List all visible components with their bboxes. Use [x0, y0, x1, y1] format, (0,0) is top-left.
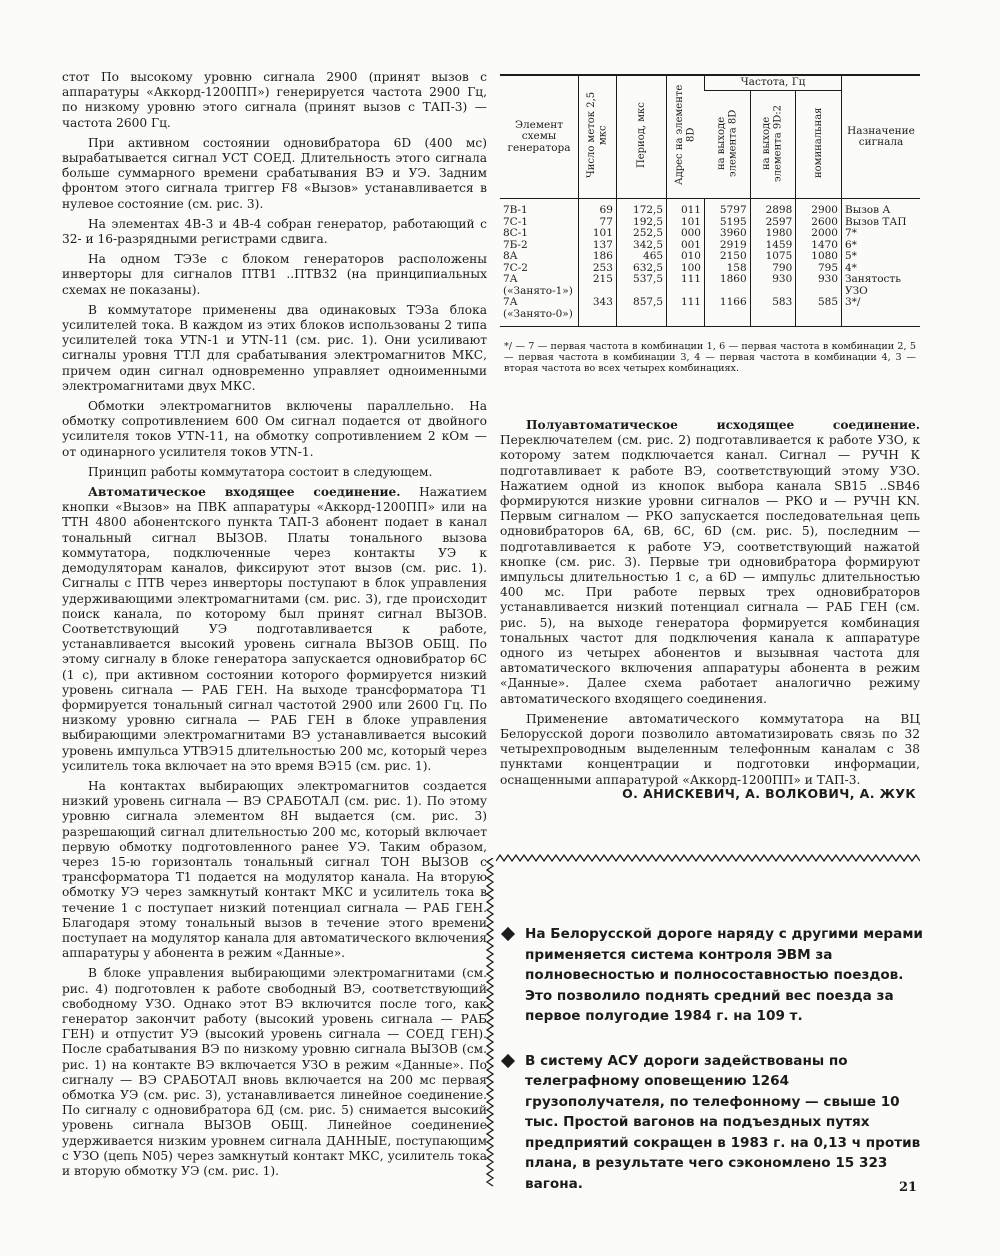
header-nominal: номинальная — [796, 90, 842, 199]
table-row — [500, 199, 920, 217]
table-row — [500, 240, 920, 252]
cell: 583 — [750, 297, 796, 327]
news-item — [503, 1051, 923, 1195]
header-out-8d: на выходе элемента 8D — [704, 90, 750, 199]
table-row — [500, 274, 920, 297]
cell: 7Б-2 — [503, 238, 528, 251]
cell: 2600 — [796, 217, 842, 229]
table-row — [500, 297, 920, 327]
cell: Вызов ТАП — [842, 217, 921, 229]
cell: 011 — [667, 199, 705, 217]
cell: 4* — [842, 263, 921, 275]
frequency-table — [500, 74, 920, 327]
header-address: Адрес на элементе 8D — [667, 75, 705, 199]
cell: 1459 — [750, 240, 796, 252]
paragraph: На одном ТЭЗе с блоком генераторов расположены инверторы для сигналов ПТВ1 ..ПТВ32 (на принципиальных схемах не показаны). — [62, 252, 487, 297]
run-in-heading: Полуавтоматическое исходящее соединение. — [526, 418, 920, 432]
header-out-9d: на выходе элемента 9D:2 — [750, 90, 796, 199]
cell: 632,5 — [616, 263, 666, 275]
diamond-bullet-icon — [501, 1053, 515, 1067]
cell: 100 — [667, 263, 705, 275]
table-row — [500, 228, 920, 240]
cell: 010 — [667, 251, 705, 263]
cell: 1080 — [796, 251, 842, 263]
wavy-border-top — [496, 853, 920, 863]
cell: 585 — [796, 297, 842, 327]
table-row — [500, 217, 920, 229]
cell: 001 — [667, 240, 705, 252]
cell: 2919 — [704, 240, 750, 252]
article-authors: О. АНИСКЕВИЧ, А. ВОЛКОВИЧ, А. ЖУК — [622, 786, 916, 801]
cell: 77 — [579, 217, 617, 229]
cell: 342,5 — [616, 240, 666, 252]
cell: 8С-1 — [503, 227, 528, 239]
cell: 790 — [750, 263, 796, 275]
cell: 7* — [842, 228, 921, 240]
cell: 8А — [503, 250, 518, 262]
cell: 930 — [796, 274, 842, 297]
cell: 111 — [667, 297, 705, 327]
paragraph: Применение автоматического коммутатора на ВЦ Белорусской дороги позволило автоматизировать связь по 32 четырехпроводным выделенным телефонным каналам с 38 пунктами концентрации и подготовки информации, оснащенными аппаратурой «Аккорд-1200ПП» и ТАП-3. — [500, 711, 920, 787]
cell: 2597 — [750, 217, 796, 229]
news-item-text: В систему АСУ дороги задействованы по телеграфному оповещению 1264 грузополучателя, по телефонному — свыше 10 тыс. Простой вагонов на подъездных путях предприятий сокращен в 1983 г. на 0,13 ч против плана, в результате чего сэкономлено 15 323 вагона. — [525, 1052, 921, 1192]
page-number: 21 — [899, 1180, 918, 1195]
header-count: Число меток 2,5 мкс — [579, 75, 617, 199]
cell: 7А («Занято-0») — [500, 297, 579, 327]
header-frequency-group: Частота, Гц — [704, 75, 841, 90]
cell: 2900 — [796, 199, 842, 217]
header-period: Период, мкс — [616, 75, 666, 199]
cell: 6* — [842, 240, 921, 252]
paragraph-text: Переключателем (см. рис. 2) подготавливается к работе УЗО, к которому затем подключается канал. Сигнал — РУЧН К подготавливает к работе ВЭ, соответствующий этому УЗО. Нажатием одной из кнопок выбора канала SB15 ..SB46 формируются низкие уровни сигналов — РКО и — РУЧН KN. Первым сигналом — РКО запускается последовательная цепь одновибраторов 6А, 6В, 6С, 6D (см. рис. 5), последним — подготавливается к работе УЭ, соответствующий нажатой кнопке (см. рис. 3). Первые три одновибратора формируют импульсы длительностью 1 с, а 6D — импульс длительностью 400 мс. При работе первых трех одновибраторов устанавливается низкий потенциал сигнала — РАБ ГЕН (см. рис. 5), на выходе генератора формируется комбинация тональных частот для подключения канала к аппаратуре одного из четырех абонентов и вызывная частота для автоматического включения аппаратуры абонента в режим «Данные». Далее схема работает аналогично режиму автоматического входящего соединения. — [500, 433, 920, 706]
table-row — [500, 251, 920, 263]
paragraph: На контактах выбирающих электромагнитов создается низкий уровень сигнала — ВЭ СРАБОТАЛ (см. рис. 1). По этому уровню сигнала элементом 8Н выдается (см. рис. 3) разрешающий сигнал длительностью 200 мс, который включает первую обмотку подготовленного ранее УЭ. Таким образом, через 15-ю горизонталь тональный сигнал ТОН ВЫЗОВ с трансформатора Т1 подается на модулятор канала. На вторую обмотку УЭ через замкнутый контакт МКС и усилитель тока в течение 1 с поступает низкий потенциал сигнала — РАБ ГЕН. Благодаря этому тональный вызов в течение этого времени поступает на модулятор канала для автоматического включения аппаратуры у абонента в режим «Данные». — [62, 778, 487, 961]
frequency-table-block — [500, 74, 920, 374]
paragraph: В коммутаторе применены два одинаковых ТЭЗа блока усилителей тока. В каждом из этих блоков использованы 2 типа усилителей тока УТN-1 и УТN-11 (см. рис. 1). Они усиливают сигналы уровня ТТЛ для срабатывания электромагнитов МКС, причем один сигнал одновременно управляет одноименными электромагнитами двух МКС. — [62, 302, 487, 393]
cell: 1470 — [796, 240, 842, 252]
paragraph: стот По высокому уровню сигнала 2900 (принят вызов с аппаратуры «Аккорд-1200ПП») генерируется частота 2900 Гц, по низкому уровню этого сигнала (принят вызов с ТАП-3) — частота 2600 Гц. — [62, 70, 487, 130]
cell: 465 — [616, 251, 666, 263]
paragraph-text: Нажатием кнопки «Вызов» на ПВК аппаратуры «Аккорд-1200ПП» или на ТТН 4800 абонентского пункта ТАП-3 абонент подает в канал тональный сигнал ВЫЗОВ. Платы тонального вызова коммутатора, подключенные через контакты УЭ к демодуляторам каналов, фиксируют этот вызов (см. рис. 1). Сигналы с ПТВ через инверторы поступают в блок управления удерживающими электромагнитами (см. рис. 3), где происходит поиск канала, по которому был принят сигнал ВЫЗОВ. Соответствующий УЭ подготавливается к работе, устанавливается высокий уровень сигнала ВЫЗОВ ОБЩ. По этому сигналу в блоке генератора запускается одновибратор 6С (1 с), при активном состоянии которого формируется низкий уровень сигнала — РАБ ГЕН. На выходе трансформатора Т1 формируется тональный сигнал частотой 2900 или 2600 Гц. По низкому уровню сигнала — РАБ ГЕН в блоке управления выбирающими электромагнитами ВЭ устанавливается высокий уровень импульса УТВЭ15 длительностью 200 мс, который через усилитель тока включает на это время ВЭ15 (см. рис. 1). — [62, 485, 487, 773]
cell: 2000 — [796, 228, 842, 240]
paragraph: На элементах 4B-3 и 4B-4 собран генератор, работающий с 32- и 16-разрядными регистрами сдвига. — [62, 216, 487, 247]
cell: 1166 — [704, 297, 750, 327]
wavy-border-left — [485, 858, 495, 1188]
cell: 215 — [579, 274, 617, 297]
cell: 101 — [667, 217, 705, 229]
cell: 1980 — [750, 228, 796, 240]
run-in-heading: Автоматическое входящее соединение. — [88, 485, 401, 500]
cell: 857,5 — [616, 297, 666, 327]
cell: 1075 — [750, 251, 796, 263]
cell: 7С-2 — [503, 261, 528, 274]
news-item — [503, 924, 923, 1027]
cell: 7В-1 — [503, 204, 528, 216]
cell: 000 — [667, 228, 705, 240]
cell: 253 — [579, 263, 617, 275]
cell: Занятость УЗО — [842, 274, 921, 297]
cell: 7С-1 — [503, 215, 528, 228]
cell: 930 — [750, 274, 796, 297]
cell: 137 — [579, 240, 617, 252]
cell: Вызов А — [842, 199, 921, 217]
paragraph: Принцип работы коммутатора состоит в следующем. — [88, 464, 433, 479]
cell: 186 — [579, 251, 617, 263]
cell: 3*/ — [842, 297, 921, 327]
cell: 252,5 — [616, 228, 666, 240]
cell: 7А («Занято-1») — [503, 273, 573, 297]
news-item-text: На Белорусской дороге наряду с другими мерами применяется система контроля ЭВМ за полновесностью и полносоставностью поездов. Это позволило поднять средний вес поезда за первое полугодие 1984 г. на 109 т. — [525, 926, 923, 1024]
cell: 3960 — [704, 228, 750, 240]
paragraph: При активном состоянии одновибратора 6D (400 мс) вырабатывается сигнал УСТ СОЕД. Длительность этого сигнала больше суммарного времени срабатывания ВЭ и УЭ. Задним фронтом этого сигнала триггер F8 «Вызов» устанавливается в нулевое состояние (см. рис. 3). — [62, 135, 487, 211]
news-box — [503, 924, 923, 1218]
cell: 111 — [667, 274, 705, 297]
cell: 172,5 — [616, 199, 666, 217]
cell: 2150 — [704, 251, 750, 263]
cell: 5797 — [704, 199, 750, 217]
diamond-bullet-icon — [501, 927, 515, 941]
paragraph: В блоке управления выбирающими электромагнитами (см. рис. 4) подготовлен к работе свободный ВЭ, соответствующий свободному УЗО. Однако этот ВЭ включится после того, как генератор закончит работу (высокий уровень сигнала — РАБ ГЕН) и отпустит УЭ (высокий уровень сигнала — СОЕД ГЕН). После срабатывания ВЭ по низкому уровню сигнала ВЫЗОВ (см. рис. 1) на контакте ВЭ включается УЗО в режим «Данные». По сигналу — ВЭ СРАБОТАЛ вновь включается на 200 мс первая обмотка УЭ (см. рис. 3), устанавливается линейное соединение. По сигналу с одновибратора 6Д (см. рис. 5) снимается высокий уровень сигнала ВЫЗОВ ОБЩ. Линейное соединение удерживается низким уровнем сигнала ДАННЫЕ, поступающим с УЗО (цепь N05) через замкнутый контакт МКС, усилитель тока и вторую обмотку УЭ (см. рис. 1). — [62, 966, 487, 1179]
cell: 192,5 — [616, 217, 666, 229]
cell: 343 — [579, 297, 617, 327]
cell: 5* — [842, 251, 921, 263]
cell: 537,5 — [616, 274, 666, 297]
cell: 1860 — [704, 274, 750, 297]
table-footnote: */ — 7 — первая частота в комбинации 1, 6 — первая частота в комбинации 2, 5 — первая частота в комбинации 3, 4 — первая частота в комбинации 4, 3 — вторая частота во всех четырех комбинациях. — [504, 341, 916, 374]
paragraph: Обмотки электромагнитов включены параллельно. На обмотку сопротивлением 600 Ом сигнал подается от двойного усилителя токов УТN-11, на обмотку сопротивлением 2 кОм — от одинарного усилителя токов УТN-1. — [62, 399, 487, 459]
left-text-column — [62, 70, 487, 1184]
paragraph — [62, 485, 487, 774]
cell: 69 — [579, 199, 617, 217]
cell: 101 — [579, 228, 617, 240]
cell: 2898 — [750, 199, 796, 217]
cell: 795 — [796, 263, 842, 275]
cell: 158 — [704, 263, 750, 275]
header-element: Элемент схемы генератора — [500, 75, 579, 199]
right-text-column — [500, 418, 920, 793]
cell: 5195 — [704, 217, 750, 229]
paragraph — [500, 418, 920, 707]
header-purpose: Назначение сигнала — [842, 75, 921, 199]
